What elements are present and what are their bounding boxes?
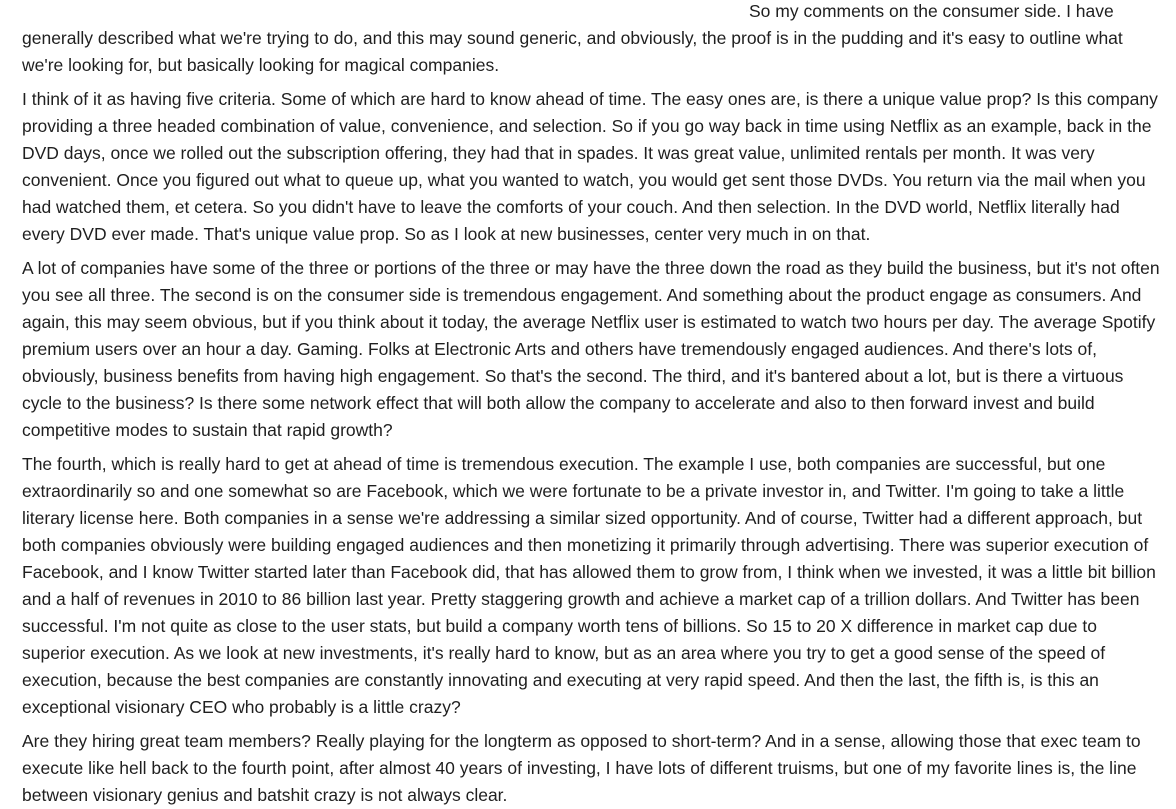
- paragraph-engagement: A lot of companies have some of the three or portions of the three or may have the three down the road as they build the business, but it's not often you see all three. The second is on the consumer side is tremendous engagement. And something about the product engage as consumers. And again, this may seem obvious, but if you think about it today, the average Netflix user is estimated to watch two hours per day. The average Spotify premium users over an hour a day. Gaming. Folks at Electronic Arts and others have tremendously engaged audiences. And there's lots of, obviously, business benefits from having high engagement. So that's the second. The third, and it's bantered about a lot, but is there a virtuous cycle to the business? Is there some network effect that will both allow the company to accelerate and also to then forward invest and build competitive modes to sustain that rapid growth?: [22, 258, 1160, 440]
- paragraph-five-criteria: I think of it as having five criteria. Some of which are hard to know ahead of time. The easy ones are, is there a unique value prop? Is this company providing a three headed combination of value, convenience, and selection. So if you go way back in time using Netflix as an example, back in the DVD days, once we rolled out the subscription offering, they had that in spades. It was great value, unlimited rentals per month. It was very convenient. Once you figured out what to queue up, what you wanted to watch, you would get sent those DVDs. You return via the mail when you had watched them, et cetera. So you didn't have to leave the comforts of your couch. And then selection. In the DVD world, Netflix literally had every DVD ever made. That's unique value prop. So as I look at new businesses, center very much in on that.: [22, 89, 1158, 244]
- paragraph-execution: The fourth, which is really hard to get at ahead of time is tremendous execution. The example I use, both companies are successful, but one extraordinarily so and one somewhat so are Facebook, which we were fortunate to be a private investor in, and Twitter. I'm going to take a little literary license here. Both companies in a sense we're addressing a similar sized opportunity. And of course, Twitter had a different approach, but both companies obviously were building engaged audiences and then monetizing it primarily through advertising. There was superior execution of Facebook, and I know Twitter started later than Facebook did, that has allowed them to grow from, I think when we invested, it was a little bit billion and a half of revenues in 2010 to 86 billion last year. Pretty staggering growth and achieve a market cap of a trillion dollars. And Twitter has been successful. I'm not quite as close to the user stats, but build a company worth tens of billions. So 15 to 20 X difference in market cap due to superior execution. As we look at new investments, it's really hard to know, but as an area where you try to get a good sense of the speed of execution, because the best companies are constantly innovating and executing at very rapid speed. And then the last, the fifth is, is this an exceptional visionary CEO who probably is a little crazy?: [22, 454, 1156, 717]
- paragraph-team-members: Are they hiring great team members? Really playing for the longterm as opposed to short-term? And in a sense, allowing those that exec team to execute like hell back to the fourth point, after almost 40 years of investing, I have lots of different truisms, but one of my favorite lines is, the line between visionary genius and batshit crazy is not always clear.: [22, 731, 1141, 805]
- paragraph-consumer-side: So my comments on the consumer side. I have generally described what we're trying to do, and this may sound generic, and obviously, the proof is in the pudding and it's easy to outline what we're looking for, but basically looking for magical companies.: [22, 1, 1123, 75]
- transcript-body: [22, 0, 1160, 809]
